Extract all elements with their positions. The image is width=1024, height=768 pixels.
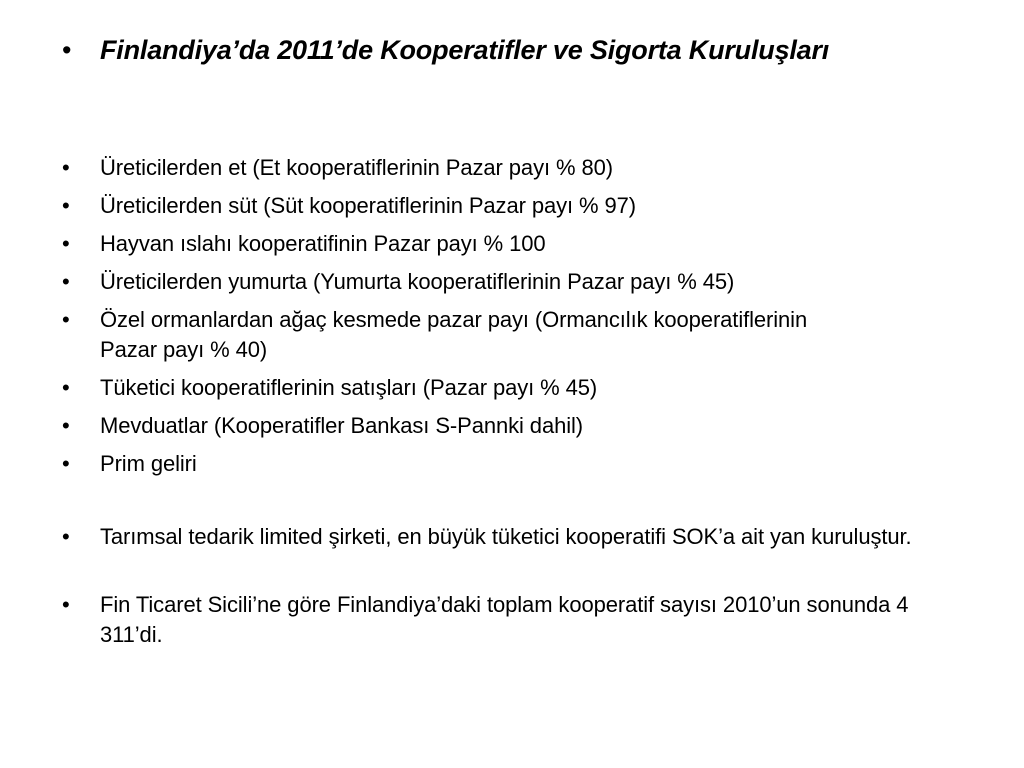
list-item-text: Hayvan ıslahı kooperatifinin Pazar payı % 100 [100, 231, 546, 256]
note-text: Fin Ticaret Sicili’ne göre Finlandiya’daki toplam kooperatif sayısı 2010’un sonunda 4 311’di. [100, 592, 909, 647]
bullet-icon: • [62, 155, 70, 180]
bullet-icon: • [62, 375, 70, 400]
list-item-text: Üreticilerden et (Et kooperatiflerinin Pazar payı % 80) [100, 155, 613, 180]
list-item [62, 373, 962, 403]
bullet-icon: • [62, 451, 70, 476]
bullet-icon: • [62, 413, 70, 438]
bullet-icon: • [62, 269, 70, 294]
slide-heading: Finlandiya’da 2011’de Kooperatifler ve Sigorta Kuruluşları [100, 35, 830, 65]
bullet-icon: • [62, 231, 70, 256]
note-text: Tarımsal tedarik limited şirketi, en büyük tüketici kooperatifi SOK’a ait yan kuruluştur. [100, 524, 912, 549]
list-item-text: Prim geliri [100, 451, 197, 476]
list-item-text: Özel ormanlardan ağaç kesmede pazar payı (Ormancılık kooperatiflerinin Pazar payı % 40) [100, 307, 808, 362]
heading-bullet [62, 32, 962, 68]
list-item [62, 191, 962, 221]
bullet-icon: • [62, 307, 70, 332]
list-item-text: Mevduatlar (Kooperatifler Bankası S-Pannki dahil) [100, 413, 584, 438]
list-item [62, 411, 962, 441]
bullet-icon: • [62, 592, 70, 617]
list-item-text: Üreticilerden yumurta (Yumurta kooperatiflerinin Pazar payı % 45) [100, 269, 735, 294]
list-item [62, 305, 962, 365]
note-item [62, 590, 962, 650]
bullet-icon: • [62, 193, 70, 218]
list-item [62, 267, 962, 297]
list-item [62, 229, 962, 259]
bullet-icon: • [62, 35, 72, 65]
note-item [62, 522, 962, 552]
list-item [62, 449, 962, 479]
bullet-icon: • [62, 524, 70, 549]
list-item [62, 153, 962, 183]
list-item-text: Tüketici kooperatiflerinin satışları (Pazar payı % 45) [100, 375, 598, 400]
list-item-text: Üreticilerden süt (Süt kooperatiflerinin Pazar payı % 97) [100, 193, 636, 218]
